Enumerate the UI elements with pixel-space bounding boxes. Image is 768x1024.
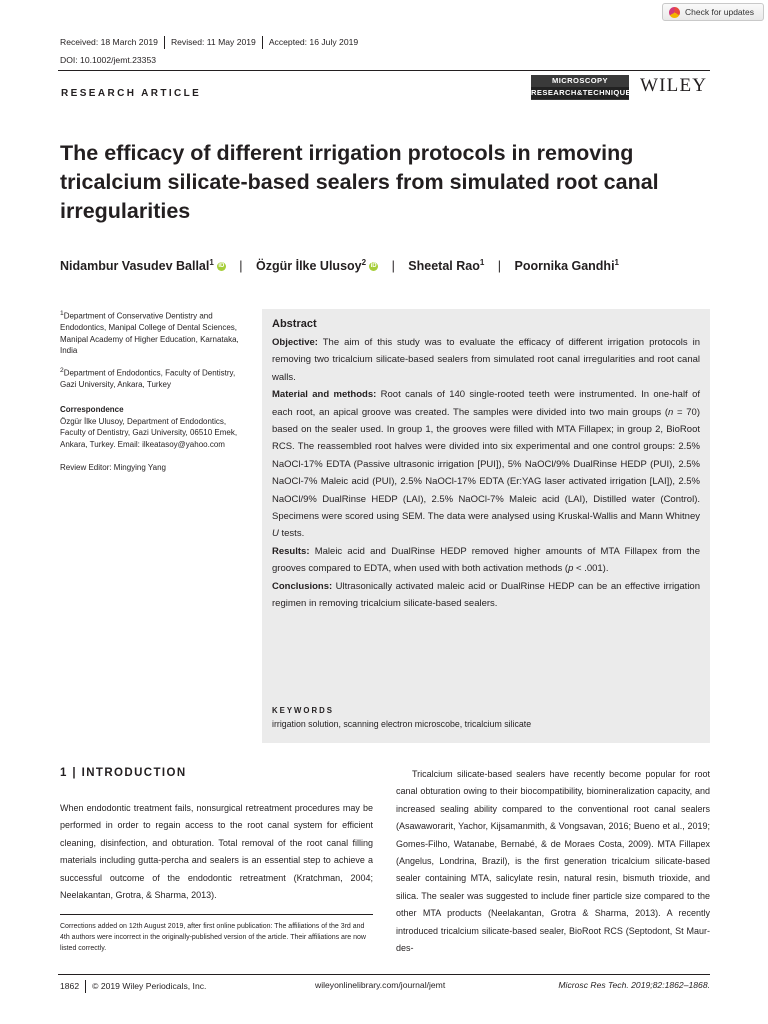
abstract-methods (272, 386, 700, 543)
abstract-text: tests. (278, 528, 305, 540)
journal-logo (531, 75, 632, 100)
paragraph: Tricalcium silicate-based sealers have recently become popular for root canal obturation owing to their biocompatibility, biomineralization capacity, and increased sealing ability compared to the conventional root canal sealers (Asawaworarit, Yachor, Kijsamanmith, & Vongsavan, 2016; Bueno et al., 2019; Gomes-Filho, Watanabe, Bernabé, & de Moraes Costa, 2009). MTA Fillapex (Angelus, Londrina, Brazil), is the first generation tricalcium silicate-based sealer containing MTA, salicylate resin, natural resin, bismuth trioxide, and silica. The sealer was suggested to include finer particle size compared to the other MTA products (Neelakantan, Grotra & Sharma, 2013). A recently introduced tricalcium silicate-based sealer, BioRoot RCS (Septodont, St Maur-des- (396, 769, 710, 954)
abstract-label: Results: (272, 545, 310, 557)
author-affiliation-mark: 1 (209, 258, 214, 267)
author-name[interactable]: Nidambur Vasudev Ballal (60, 259, 210, 274)
body-column-right (396, 766, 710, 957)
dates-line (60, 36, 358, 49)
author-affiliation-mark: 1 (614, 258, 619, 267)
divider (164, 36, 165, 49)
abstract-conclusions (272, 578, 700, 613)
author-separator: | (391, 259, 395, 274)
review-editor: Review Editor: Mingying Yang (60, 463, 166, 473)
footnote-rule (60, 914, 373, 915)
copyright: © 2019 Wiley Periodicals, Inc. (92, 980, 207, 991)
author-affiliation-mark: 2 (361, 258, 367, 267)
accepted-date: Accepted: 16 July 2019 (268, 36, 359, 47)
correspondence-heading: Correspondence (60, 405, 124, 415)
keywords-heading: KEYWORDS (272, 706, 334, 715)
abstract-text: Ultrasonically activated maleic acid or DualRinse HEDP can be an effective irrigation regimen in removing tricalcium silicate-based sealers. (272, 580, 700, 610)
publisher-logo: WILEY (640, 75, 708, 96)
author-separator: | (497, 259, 502, 274)
abstract-text: < .001). (573, 563, 609, 575)
author-affiliation-mark: 1 (479, 258, 485, 267)
keywords: irrigation solution, scanning electron microscobe, tricalcium silicate (272, 719, 532, 729)
affiliation (60, 308, 240, 357)
abstract-text: = 70) based on the sealer used. In group 1, the grooves were filled with MTA Fillapex; in group 2, BioRoot RCS. The reassembled root halves were divided into six experimental and one control groups: 2.5% NaOCl-17% EDTA (Passive ultrasonic irrigation [PUI]), 5% NaOCl/9% DualRinse HEDP (PUI), 2.5% NaOCl-7% Maleic acid (PUI), 2.5% NaOCl-17% EDTA (Er:YAG laser activated irrigation [LAI]), 2.5% NaOCl/9% DualRinse HEDP (LAI), 2.5% NaOCl-7% Maleic acid (LAI), Distilled water (Control). Specimens were scored using SEM. The data were analysed using Kruskal-Wallis and Mann Whitney (272, 406, 701, 523)
affiliation-text: Department of Endodontics, Faculty of Dentistry, Gazi University, Ankara, Turkey (60, 368, 236, 389)
abstract-label: Material and methods: (272, 389, 377, 401)
abstract-text: U (272, 528, 279, 540)
author-name[interactable]: Poornika Gandhi (514, 259, 615, 274)
author-name[interactable]: Sheetal Rao (408, 259, 480, 274)
correspondence-text: Özgür İlke Ulusoy, Department of Endodontics, Faculty of Dentistry, Gazi University, 06510 Emek, Ankara, Turkey. Email: ilkeatasoy@yahoo.com (60, 416, 238, 449)
abstract-text: p (568, 563, 574, 575)
crossmark-icon (669, 7, 680, 18)
body-column-left (60, 800, 373, 904)
header-rule (58, 70, 710, 71)
abstract-text: Root canals of 140 single-rooted teeth were instrumented. In one-half of each root, an apical groove was created. The samples were divided into two main groups ( (272, 389, 700, 418)
abstract-label: Objective: (272, 337, 318, 348)
abstract-results (272, 543, 700, 578)
citation: Microsc Res Tech. 2019;82:1862–1868. (558, 980, 710, 990)
abstract-label: Conclusions: (272, 580, 333, 592)
divider (262, 36, 263, 49)
abstract-text: Maleic acid and DualRinse HEDP removed higher amounts of MTA Fillapex from the grooves compared to EDTA, when used with both activation methods ( (272, 545, 700, 575)
page-number: 1862 (60, 980, 80, 991)
abstract-heading: Abstract (272, 318, 317, 330)
affiliation-mark: 1 (60, 310, 64, 317)
divider (85, 980, 86, 993)
journal-logo-line1: MICROSCOPY (552, 76, 608, 85)
abstract (272, 316, 700, 613)
author-name[interactable]: Özgür İlke Ulusoy (256, 259, 362, 274)
page-footer (60, 980, 710, 993)
affiliation (60, 365, 240, 391)
footnote: Corrections added on 12th August 2019, after first online publication: The affiliations of the 3rd and 4th authors were incorrect in the originally-published version of the article. Their affiliations are now listed correctly. (60, 923, 366, 952)
doi[interactable]: DOI: 10.1002/jemt.23353 (60, 55, 157, 65)
journal-logo-line2: RESEARCH&TECHNIQUE (531, 88, 632, 97)
abstract-text: n (668, 406, 674, 418)
affiliation-mark: 2 (60, 366, 64, 374)
affiliations-column (60, 308, 240, 482)
author-list (60, 258, 720, 273)
article-type: RESEARCH ARTICLE (61, 88, 202, 99)
check-for-updates-button[interactable] (662, 3, 764, 21)
paragraph: When endodontic treatment fails, nonsurgical retreatment procedures may be performed in order to regain access to the root canal system for efficient cleaning, disinfection, and obturation. Total removal of the root canal filling materials including gutta-percha and sealers is an essential step to achieve a successful outcome of the endodontic retreatment (Kratchman, 2004; Neelakantan, Grotra, & Sharma, 2013). (60, 803, 373, 901)
check-for-updates-label: Check for updates (685, 7, 754, 17)
author-separator: | (239, 259, 243, 274)
orcid-icon[interactable]: iD (370, 263, 377, 270)
abstract-text: The aim of this study was to evaluate the efficacy of different irrigation protocols in removing two tricalcium silicate-based sealers from simulated root canal irregularities and root canal walls. (272, 337, 700, 383)
section-heading-introduction: 1 | INTRODUCTION (60, 767, 187, 779)
abstract-objective (272, 334, 700, 386)
revised-date: Revised: 11 May 2019 (170, 36, 256, 47)
orcid-icon[interactable]: iD (218, 263, 225, 270)
affiliation-text: Department of Conservative Dentistry and Endodontics, Manipal College of Dental Sciences, Manipal Academy of Higher Education, Karnataka, India (60, 311, 239, 356)
footer-rule (58, 974, 710, 975)
article-title: The efficacy of different irrigation protocols in removing tricalcium silicate-based sealers from simulated root canal irregularities (60, 141, 659, 223)
journal-url[interactable]: wileyonlinelibrary.com/journal/jemt (315, 980, 446, 990)
received-date: Received: 18 March 2019 (60, 36, 158, 47)
